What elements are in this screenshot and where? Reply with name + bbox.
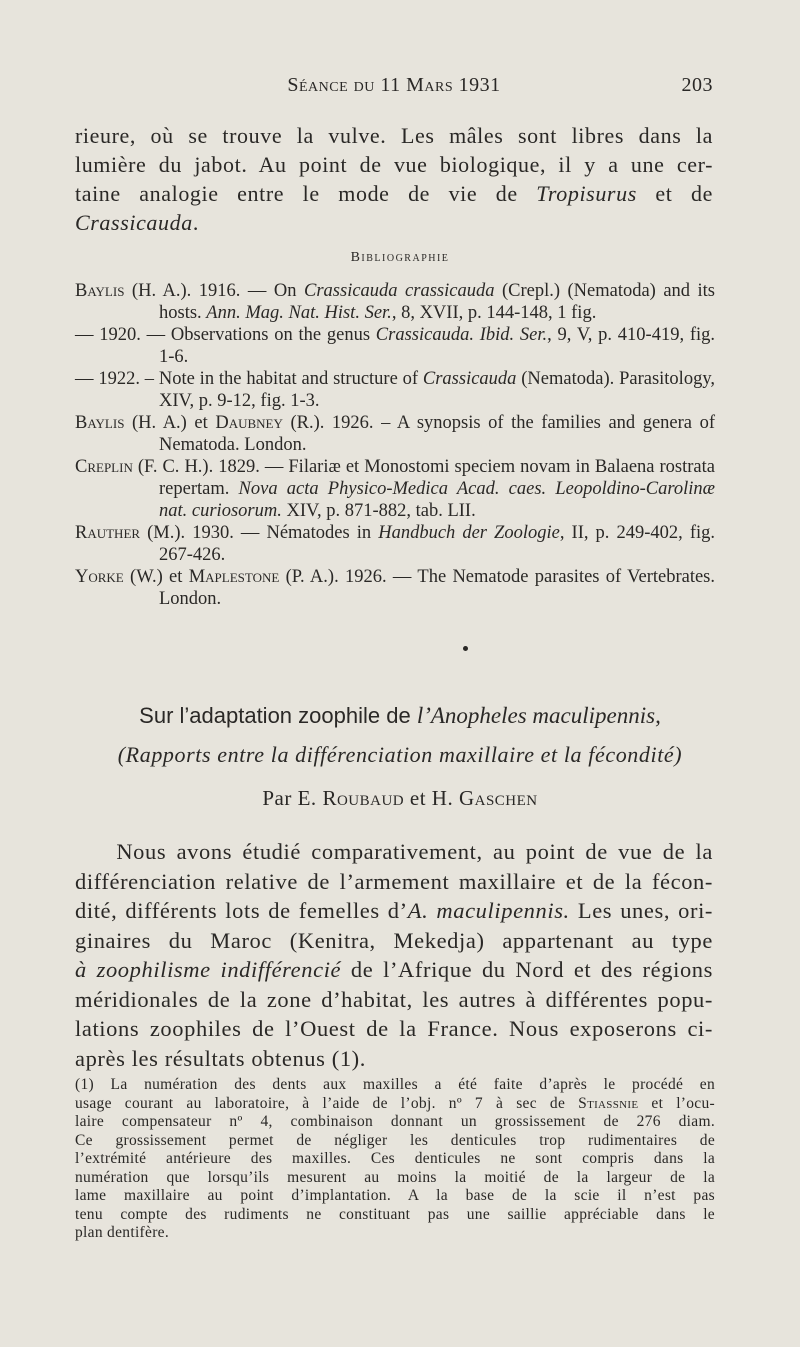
italic-term: Tropisurus <box>536 181 637 206</box>
intro-paragraph <box>75 121 713 237</box>
ref-text: (M.). 1930. — Nématodes in <box>140 523 379 543</box>
title-species: l’Anopheles maculipennis, <box>416 703 661 728</box>
text-line <box>75 837 713 867</box>
footnote-line: Ce grossissement permet de négliger les denticules trop rudimentaires de <box>75 1131 715 1149</box>
ref-italic: Crassicauda crassicauda <box>304 281 495 301</box>
text-run: Nous avons étudié comparativement, au point de vue de la <box>116 839 713 864</box>
footnote <box>75 1076 715 1243</box>
reference-entry <box>75 412 715 456</box>
ref-text: , 8, XVII, p. 144-148, 1 fig. <box>391 303 597 323</box>
text-line <box>75 896 713 926</box>
title-text: Sur l’adaptation zoophile de <box>139 703 417 728</box>
footnote-line: plan dentifère. <box>75 1224 170 1241</box>
footnote-line: lame maxillaire au point d’implantation. A la base de la scie il n’est pas <box>75 1187 715 1204</box>
text-run: . <box>192 210 199 235</box>
bibliography-list <box>75 280 715 610</box>
article-subtitle: (Rapports entre la différenciation maxillaire et la fécondité) <box>117 742 683 767</box>
text-run: dité, différents lots de femelles d’ <box>75 898 408 923</box>
ref-text: (R.). 1926. – A synopsis of the families and genera of Nematoda. London. <box>159 413 715 455</box>
ref-italic: Ann. Mag. Nat. Hist. Ser. <box>206 303 392 323</box>
ref-italic: Handbuch der Zoologie <box>378 523 560 543</box>
separator-dot <box>463 646 468 651</box>
italic-term: à zoophilisme indifférencié <box>75 957 342 982</box>
italic-term: Crassicauda <box>75 210 193 235</box>
ref-author: Rauther <box>75 523 141 543</box>
text-line: ginaires du Maroc (Kenitra, Mekedja) appartenant au type <box>75 927 713 953</box>
text-run: et l’ocu- <box>638 1094 715 1112</box>
running-title: Séance du 11 Mars 1931 <box>287 74 501 96</box>
ref-text: XIV, p. 871-882, tab. LII. <box>281 501 476 521</box>
text-run: et de <box>636 181 713 206</box>
ref-author: Baylis <box>75 413 125 433</box>
text-line <box>75 955 713 985</box>
ref-author: Maplestone <box>188 567 280 587</box>
ref-text: (Crepl.) (Nematoda) and its hosts. <box>159 281 716 323</box>
text-run: usage courant au laboratoire, à l’aide de l’obj. nº 7 à sec de <box>75 1094 579 1112</box>
bibliography-heading: Bibliographie <box>350 250 450 265</box>
reference-entry <box>75 324 715 368</box>
text-line: après les résultats obtenus (1). <box>75 1045 367 1071</box>
text-line: lations zoophiles de l’Ouest de la France. Nous exposerons ci- <box>75 1016 713 1041</box>
ref-text: (Nematoda). Parasitology, XIV, p. 9-12, fig. 1-3. <box>159 369 715 411</box>
page-header <box>75 74 713 104</box>
ref-text: , II, p. 249-402, fig. 267-426. <box>159 523 715 565</box>
author-name: Stiassnie <box>578 1094 639 1112</box>
ref-author: Yorke <box>75 567 124 587</box>
authors-text: et H. <box>404 786 459 810</box>
ref-italic: Crassicauda <box>422 369 517 389</box>
footnote-line: (1) La numération des dents aux maxilles a été faite d’après le procédé en <box>75 1076 715 1093</box>
ref-text: (P. A.). 1926. — The Nematode parasites of Vertebrates. London. <box>159 567 716 609</box>
footnote-line: laire compensateur nº 4, combinaison donnant un grossissement de 276 diam. <box>75 1113 715 1130</box>
ref-author: Creplin <box>75 457 133 477</box>
ref-text: , 9, V, p. 410-419, fig. 1-6. <box>159 325 716 367</box>
text-line: lumière du jabot. Au point de vue biologique, il y a une cer- <box>75 152 713 177</box>
italic-term: A. maculipennis. <box>407 898 570 923</box>
reference-entry <box>75 522 715 566</box>
text-run: Les unes, ori- <box>569 898 714 923</box>
reference-entry <box>75 456 715 522</box>
text-run: taine analogie entre le mode de vie de <box>75 181 537 206</box>
ref-italic: Crassicauda. Ibid. Ser. <box>375 325 548 345</box>
author-name: Roubaud <box>322 786 405 810</box>
text-line: méridionales de la zone d’habitat, les autres à différentes popu- <box>75 986 713 1012</box>
ref-author: Baylis <box>75 281 125 301</box>
ref-text: (H. A.). 1916. — On <box>124 281 305 301</box>
reference-entry <box>75 368 715 412</box>
reference-entry <box>75 566 715 610</box>
text-line <box>75 208 713 237</box>
reference-entry <box>75 280 715 324</box>
ref-text: (H. A.) et <box>124 413 216 433</box>
ref-text: (F. C. H.). 1829. — Filariæ et Monostomi speciem novam in Balaena rostrata repertam. <box>132 457 715 499</box>
footnote-line: tenu compte des rudiments ne constituant pas une saillie appréciable dans le <box>75 1205 715 1223</box>
ref-text: — 1920. — Observations on the genus <box>75 325 376 345</box>
footnote-line <box>75 1095 715 1114</box>
ref-italic: Nova acta Physico-Medica Acad. caes. Leopoldino-Carolinæ nat. curiosorum. <box>159 479 715 521</box>
text-line <box>75 179 713 208</box>
footnote-line: numération que lorsqu’ils mesurent au moins la moitié de la largeur de la <box>75 1168 715 1186</box>
text-line: différenciation relative de l’armement maxillaire et de la fécon- <box>75 868 713 894</box>
body-paragraph <box>75 837 713 1073</box>
article-authors <box>0 786 800 811</box>
article-title <box>0 703 800 729</box>
text-run: de l’Afrique du Nord et des régions <box>341 957 713 982</box>
author-name: Gaschen <box>458 786 538 810</box>
ref-text: — 1922. – Note in the habitat and structure of <box>75 369 423 389</box>
footnote-line: l’extrémité antérieure des maxilles. Ces denticules ne sont compris dans la <box>75 1150 715 1167</box>
authors-text: Par E. <box>262 786 323 810</box>
ref-author: Daubney <box>215 413 283 433</box>
ref-text: (W.) et <box>123 567 189 587</box>
page-number: 203 <box>681 74 713 96</box>
text-line: rieure, où se trouve la vulve. Les mâles sont libres dans la <box>75 123 713 148</box>
